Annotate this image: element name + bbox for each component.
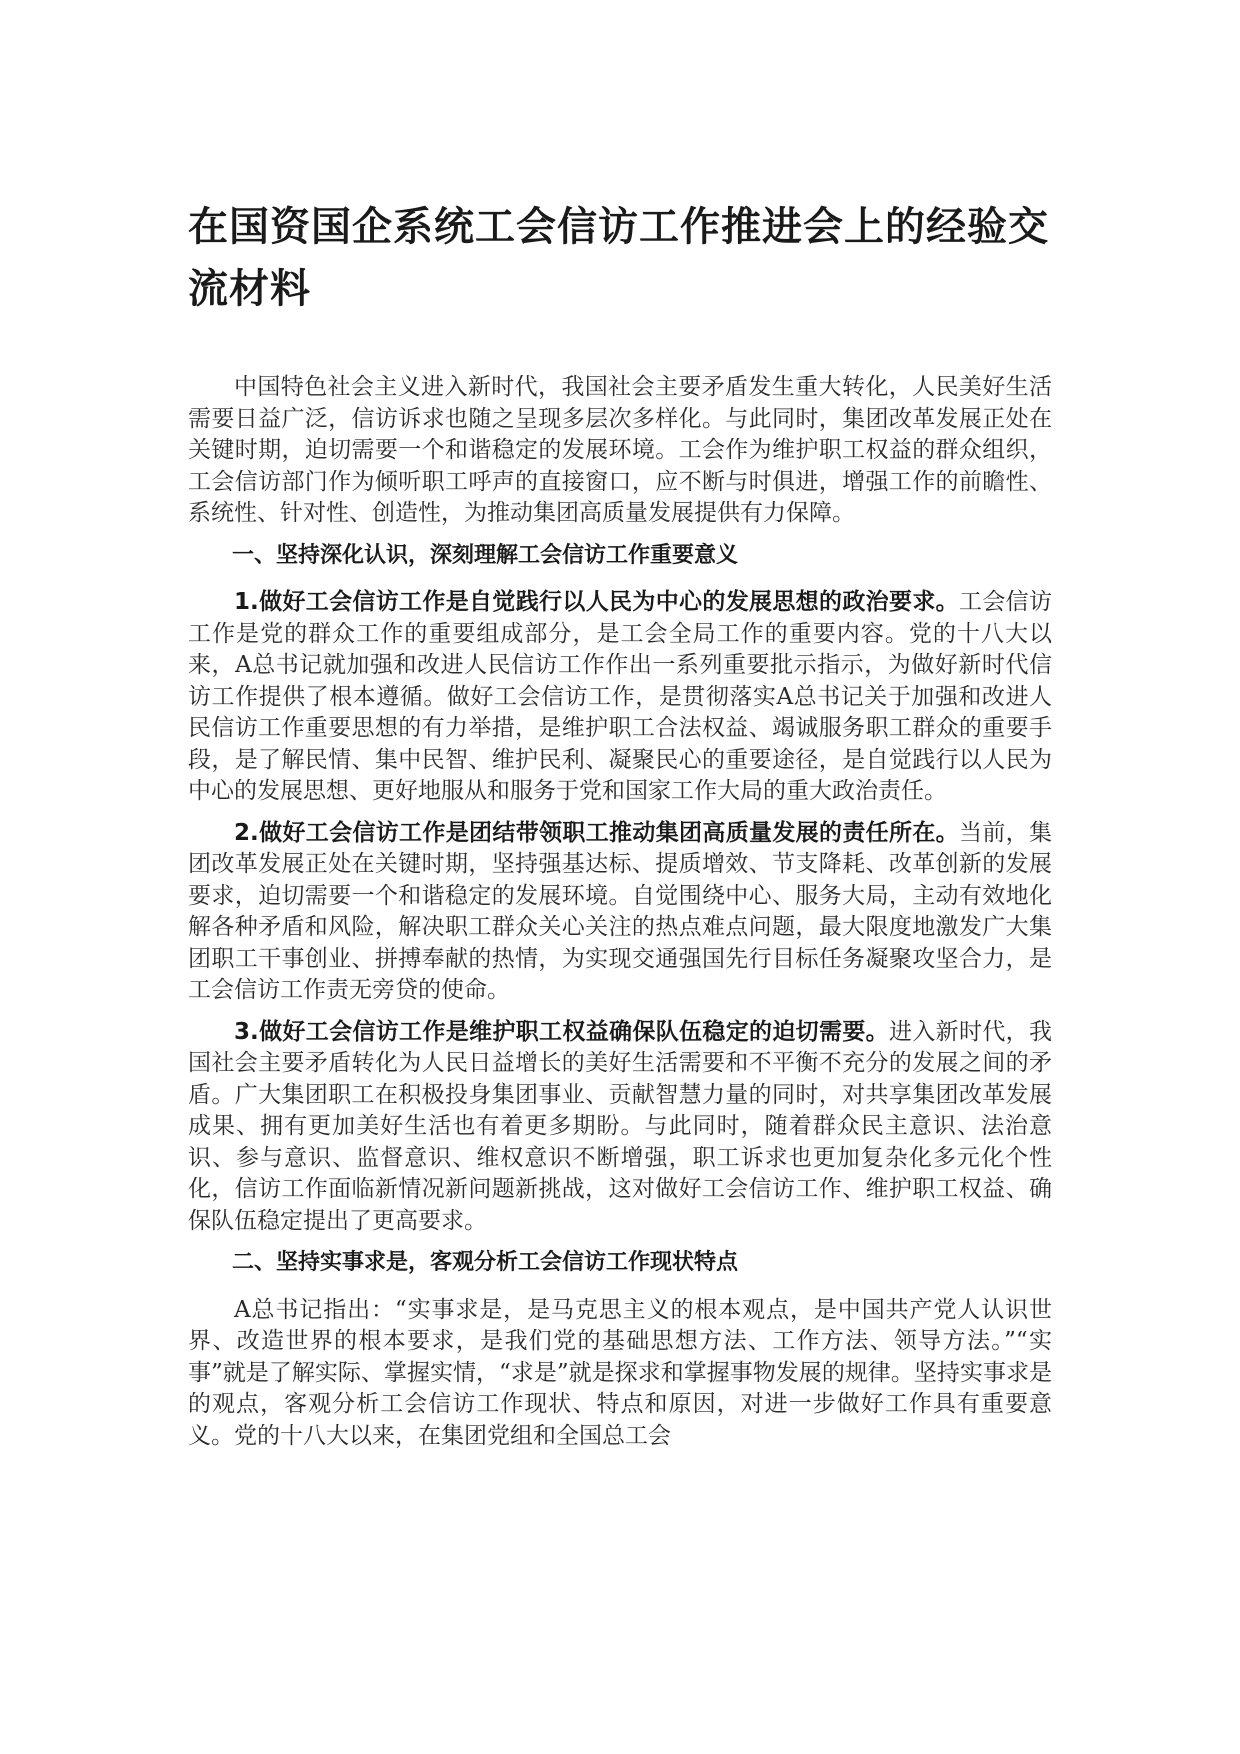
paragraph-lead-sentence: 3.做好工会信访工作是维护职工权益确保队伍稳定的迫切需要。 [234, 1018, 890, 1045]
paragraph-text: 工会信访工作是党的群众工作的重要组成部分，是工会全局工作的重要内容。党的十八大以来，A总书记就加强和改进人民信访工作作出一系列重要批示指示，为做好新时代信访工作提供了根本遵循。做好工会信访工作，是贯彻落实A总书记关于加强和改进人民信访工作重要思想的有力举措，是维护职工合法权益、竭诚服务职工群众的重要手段，是了解民情、集中民智、维护民利、凝聚民心的重要途径，是自觉践行以人民为中心的发展思想、更好地服从和服务于党和国家工作大局的重大政治责任。 [188, 589, 1052, 804]
paragraph-text: 当前，集团改革发展正处在关键时期，坚持强基达标、提质增效、节支降耗、改革创新的发展要求，迫切需要一个和谐稳定的发展环境。自觉围绕中心、服务大局，主动有效地化解各种矛盾和风险，解决职工群众关心关注的热点难点问题，最大限度地激发广大集团职工干事创业、拼搏奉献的热情，为实现交通强国先行目标任务凝聚攻坚合力，是工会信访工作责无旁贷的使命。 [188, 819, 1052, 1003]
intro-paragraph: 中国特色社会主义进入新时代，我国社会主要矛盾发生重大转化，人民美好生活需要日益广泛，信访诉求也随之呈现多层次多样化。与此同时，集团改革发展正处在关键时期，迫切需要一个和谐稳定的发展环境。工会作为维护职工权益的群众组织，工会信访部门作为倾听职工呼声的直接窗口，应不断与时俱进，增强工作的前瞻性、系统性、针对性、创造性，为推动集团高质量发展提供有力保障。 [188, 374, 1052, 526]
section-1-paragraph-1 [188, 587, 1052, 808]
paragraph-text: 进入新时代，我国社会主要矛盾转化为人民日益增长的美好生活需要和不平衡不充分的发展之间的矛盾。广大集团职工在积极投身集团事业、贡献智慧力量的同时，对共享集团改革发展成果、拥有更加美好生活也有着更多期盼。与此同时，随着群众民主意识、法治意识、参与意识、监督意识、维权意识不断增强，职工诉求也更加复杂化多元化个性化，信访工作面临新情况新问题新挑战，这对做好工会信访工作、维护职工权益、确保队伍稳定提出了更高要求。 [188, 1018, 1053, 1234]
paragraph-lead-sentence: 2.做好工会信访工作是团结带领职工推动集团高质量发展的责任所在。 [234, 819, 959, 846]
document-title: 在国资国企系统工会信访工作推进会上的经验交流材料 [188, 204, 1049, 312]
section-2-paragraph-1: A总书记指出：“实事求是，是马克思主义的根本观点，是中国共产党人认识世界、改造世界的根本要求，是我们党的基础思想方法、工作方法、领导方法。”“实事”就是了解实际、掌握实情，“求是”就是探求和掌握事物发展的规律。坚持实事求是的观点，客观分析工会信访工作现状、特点和原因，对进一步做好工作具有重要意义。党的十八大以来，在集团党组和全国总工会 [188, 1296, 1052, 1449]
section-1-heading: 一、坚持深化认识，深刻理解工会信访工作重要意义 [232, 542, 739, 568]
paragraph-lead-sentence: 1.做好工会信访工作是自觉践行以人民为中心的发展思想的政治要求。 [234, 589, 959, 615]
section-2-heading: 二、坚持实事求是，客观分析工会信访工作现状特点 [232, 1250, 739, 1275]
section-1-paragraph-3 [188, 1017, 1052, 1238]
section-1-paragraph-2 [188, 818, 1052, 1007]
document-body [188, 372, 1052, 1462]
